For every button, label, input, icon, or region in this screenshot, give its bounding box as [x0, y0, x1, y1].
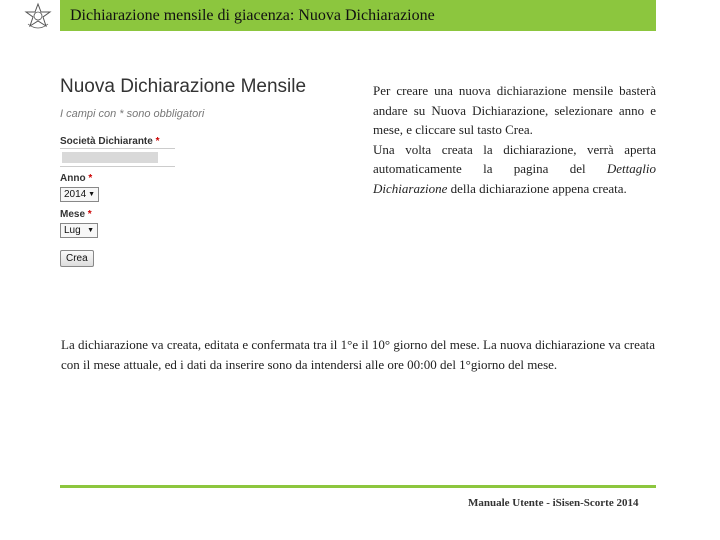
field-divider [60, 148, 175, 149]
dropdown-arrow-icon: ▼ [88, 191, 95, 198]
anno-select[interactable]: 2014 ▼ [60, 187, 99, 202]
instructions-paragraph-2: Una volta creata la dichiarazione, verrà aperta automaticamente la pagina del Dettaglio Dichiarazione della dichiarazione appena creata. [373, 141, 656, 196]
footer-text: Manuale Utente - iSisen-Scorte 2014 [468, 497, 639, 509]
required-note: I campi con * sono obbligatori [60, 108, 205, 120]
mese-label: Mese * [60, 209, 92, 220]
form-title: Nuova Dichiarazione Mensile [60, 76, 307, 97]
instructions-paragraph-1: Per creare una nuova dichiarazione mensile basterà andare su Nuova Dichiarazione, selezionare anno e mese, e cliccare sul tasto Crea. [373, 83, 656, 138]
italian-republic-emblem-icon [22, 2, 54, 32]
mese-select[interactable]: Lug ▼ [60, 223, 98, 238]
crea-button[interactable]: Crea [60, 250, 94, 267]
field-divider [60, 166, 175, 167]
page-title: Dichiarazione mensile di giacenza: Nuova Dichiarazione [70, 7, 435, 24]
dropdown-arrow-icon: ▼ [87, 227, 94, 234]
form-screenshot [58, 72, 348, 282]
anno-label: Anno * [60, 173, 93, 184]
societa-label: Società Dichiarante * [60, 136, 160, 147]
header-bar [60, 0, 656, 31]
societa-field [62, 152, 158, 163]
instructions-text [373, 81, 656, 199]
body-paragraph: La dichiarazione va creata, editata e confermata tra il 1°e il 10° giorno del mese. La nuova dichiarazione va creata con il mese attuale, ed i dati da inserire sono da intendersi alle ore 00:00 del 1°giorno del mese. [61, 337, 655, 372]
footer-divider [60, 485, 656, 488]
